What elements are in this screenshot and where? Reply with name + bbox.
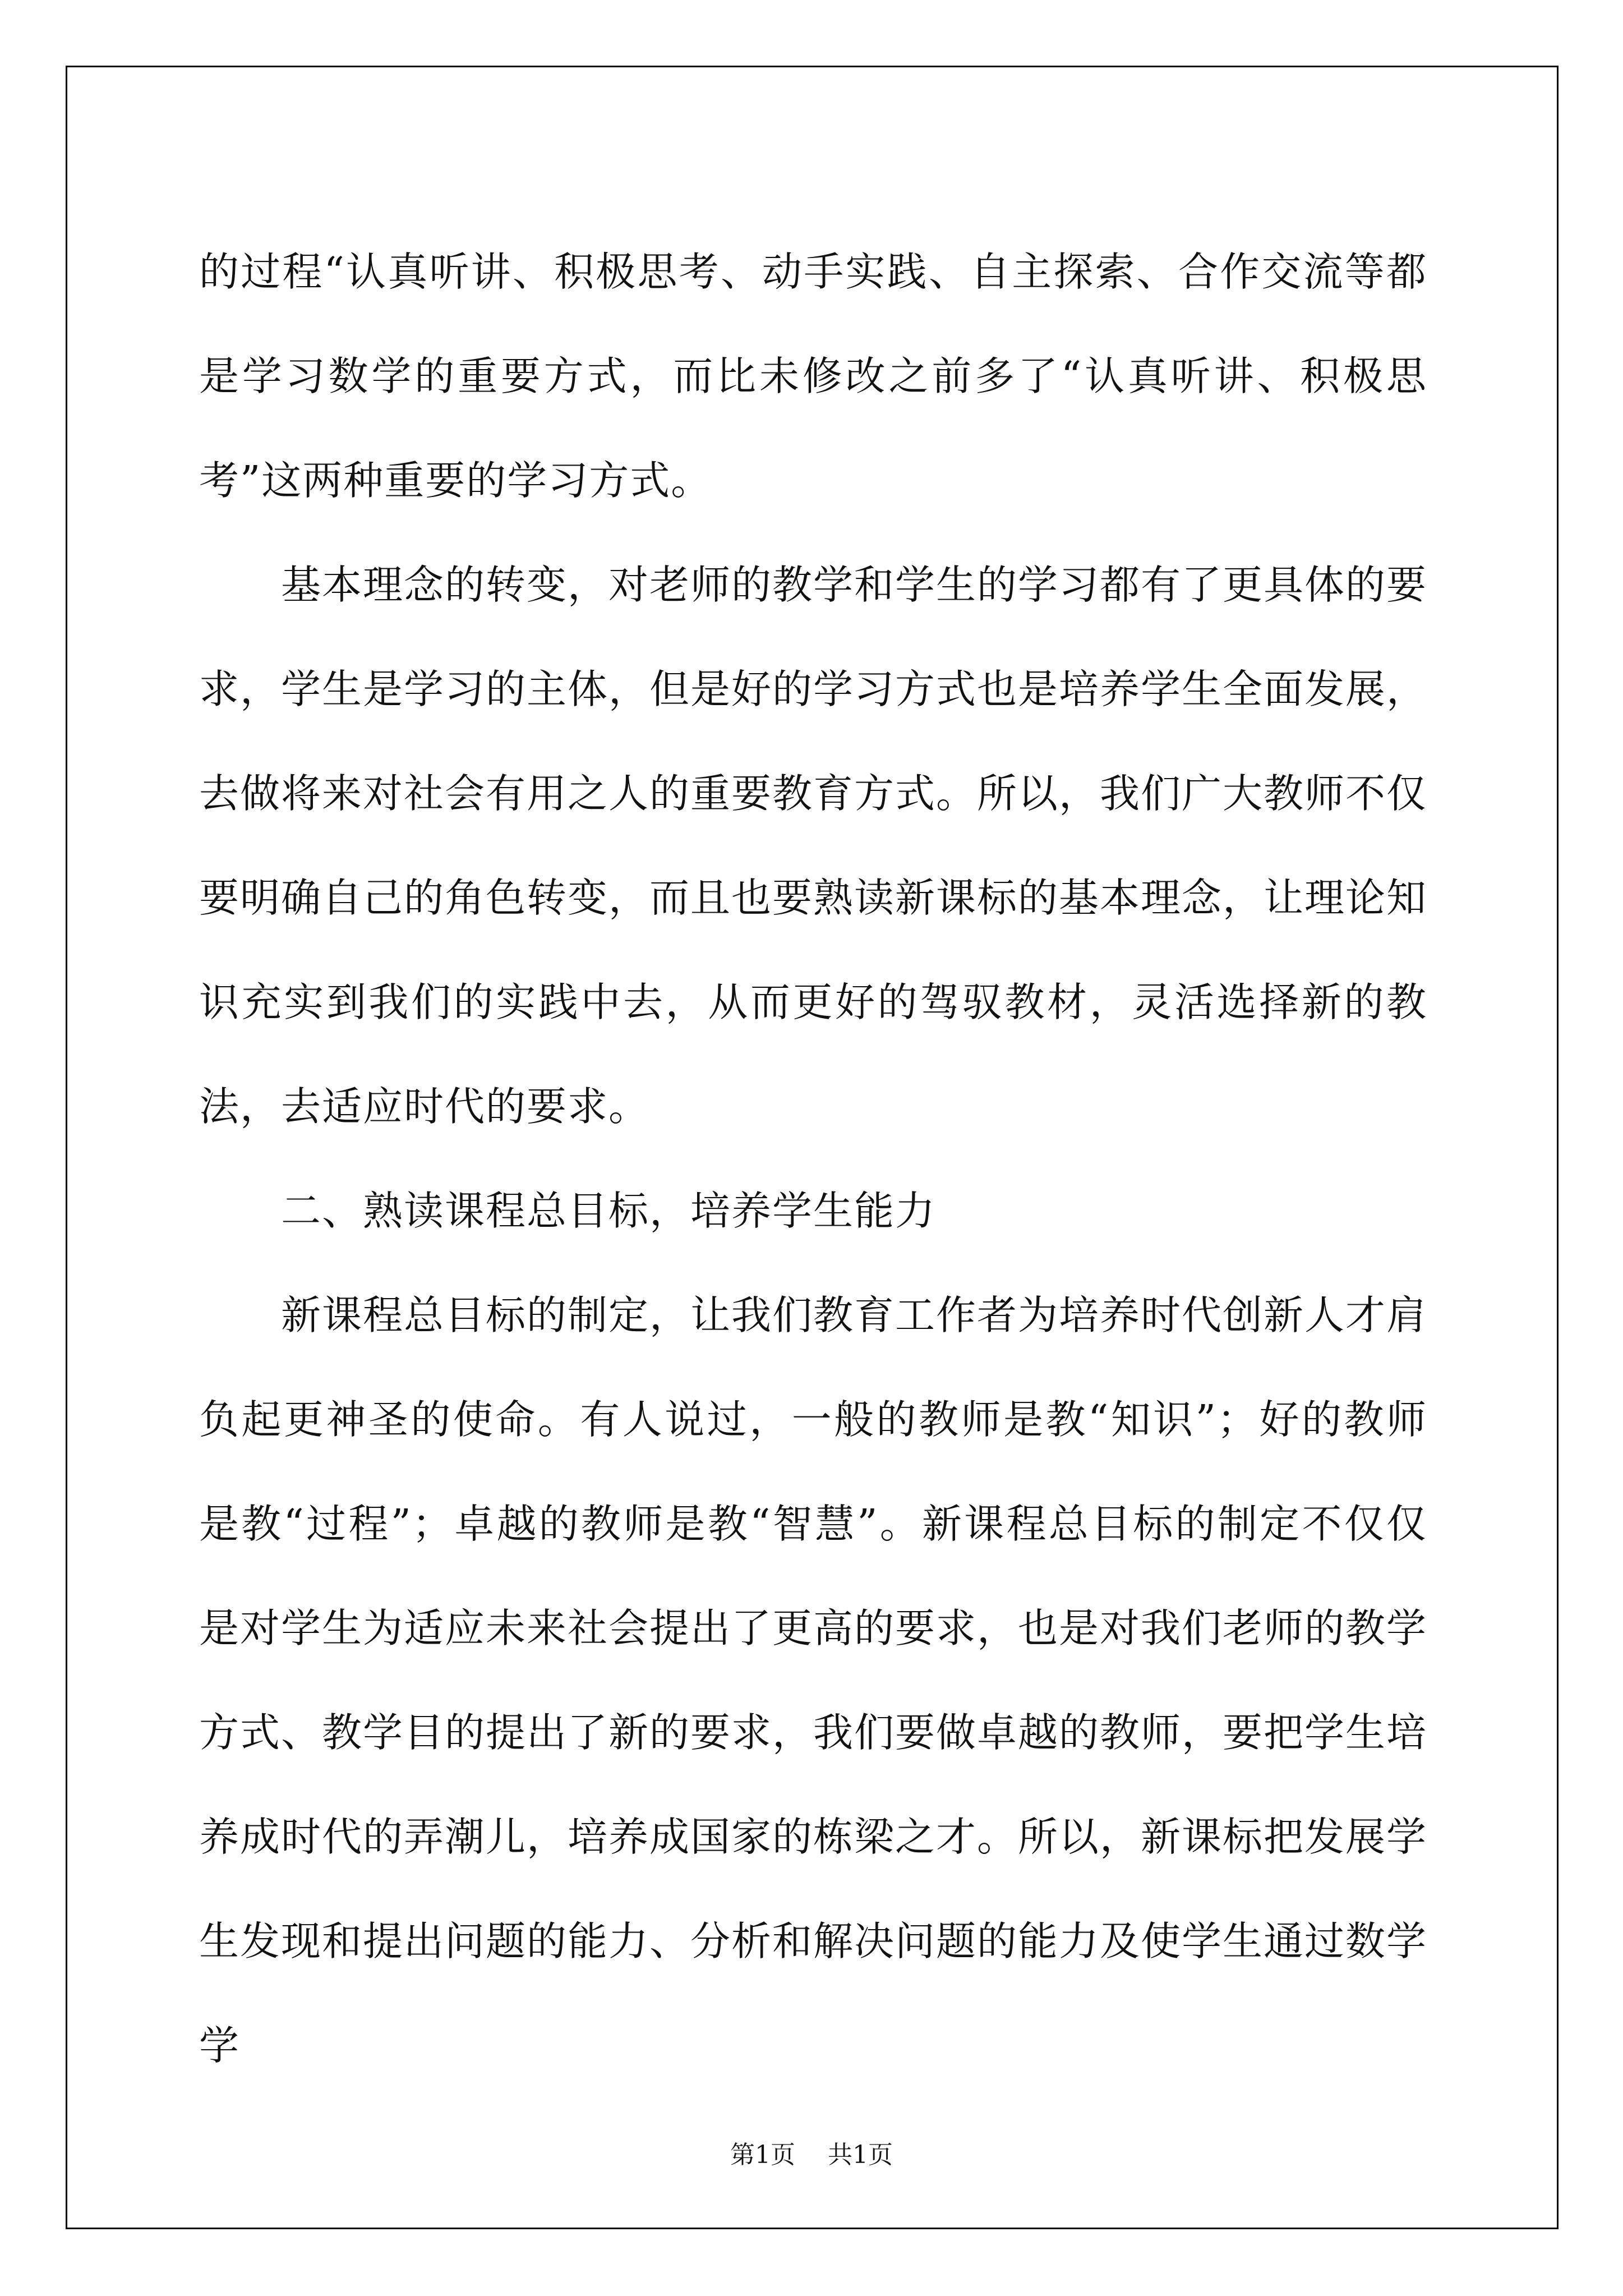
paragraph-course-goals: 新课程总目标的制定，让我们教育工作者为培养时代创新人才肩负起更神圣的使命。有人说过，一般的教师是教“知识”；好的教师是教“过程”；卓越的教师是教“智慧”。新课程总目标的制定不仅仅是对学生为适应未来社会提出了更高的要求，也是对我们老师的教学方式、教学目的提出了新的要求，我们要做卓越的教师，要把学生培养成时代的弄潮儿，培养成国家的栋梁之才。所以，新课标把发展学生发现和提出问题的能力、分析和解决问题的能力及使学生通过数学学 bbox=[199, 1292, 1428, 2069]
section-heading: 二、熟读课程总目标，培养学生能力 bbox=[281, 1188, 937, 1234]
page-footer bbox=[0, 2134, 1623, 2170]
document-body bbox=[199, 208, 1427, 2098]
paragraph-basic-concept: 基本理念的转变，对老师的教学和学生的学习都有了更具体的要求，学生是学习的主体，但是好的学习方式也是培养学生全面发展，去做将来对社会有用之人的重要教育方式。所以，我们广大教师不仅要明确自己的角色转变，而且也要熟读新课标的基本理念，让理论知识充实到我们的实践中去，从而更好的驾驭教材，灵活选择新的教法，去适应时代的要求。 bbox=[199, 562, 1428, 1130]
page-total: 共1页 bbox=[828, 2141, 893, 2169]
paragraph-continuation: 的过程“认真听讲、积极思考、动手实践、自主探索、合作交流等都是学习数学的重要方式，而比未修改之前多了“认真听讲、积极思考”这两种重要的学习方式。 bbox=[199, 249, 1427, 504]
page-number: 第1页 bbox=[730, 2141, 795, 2169]
